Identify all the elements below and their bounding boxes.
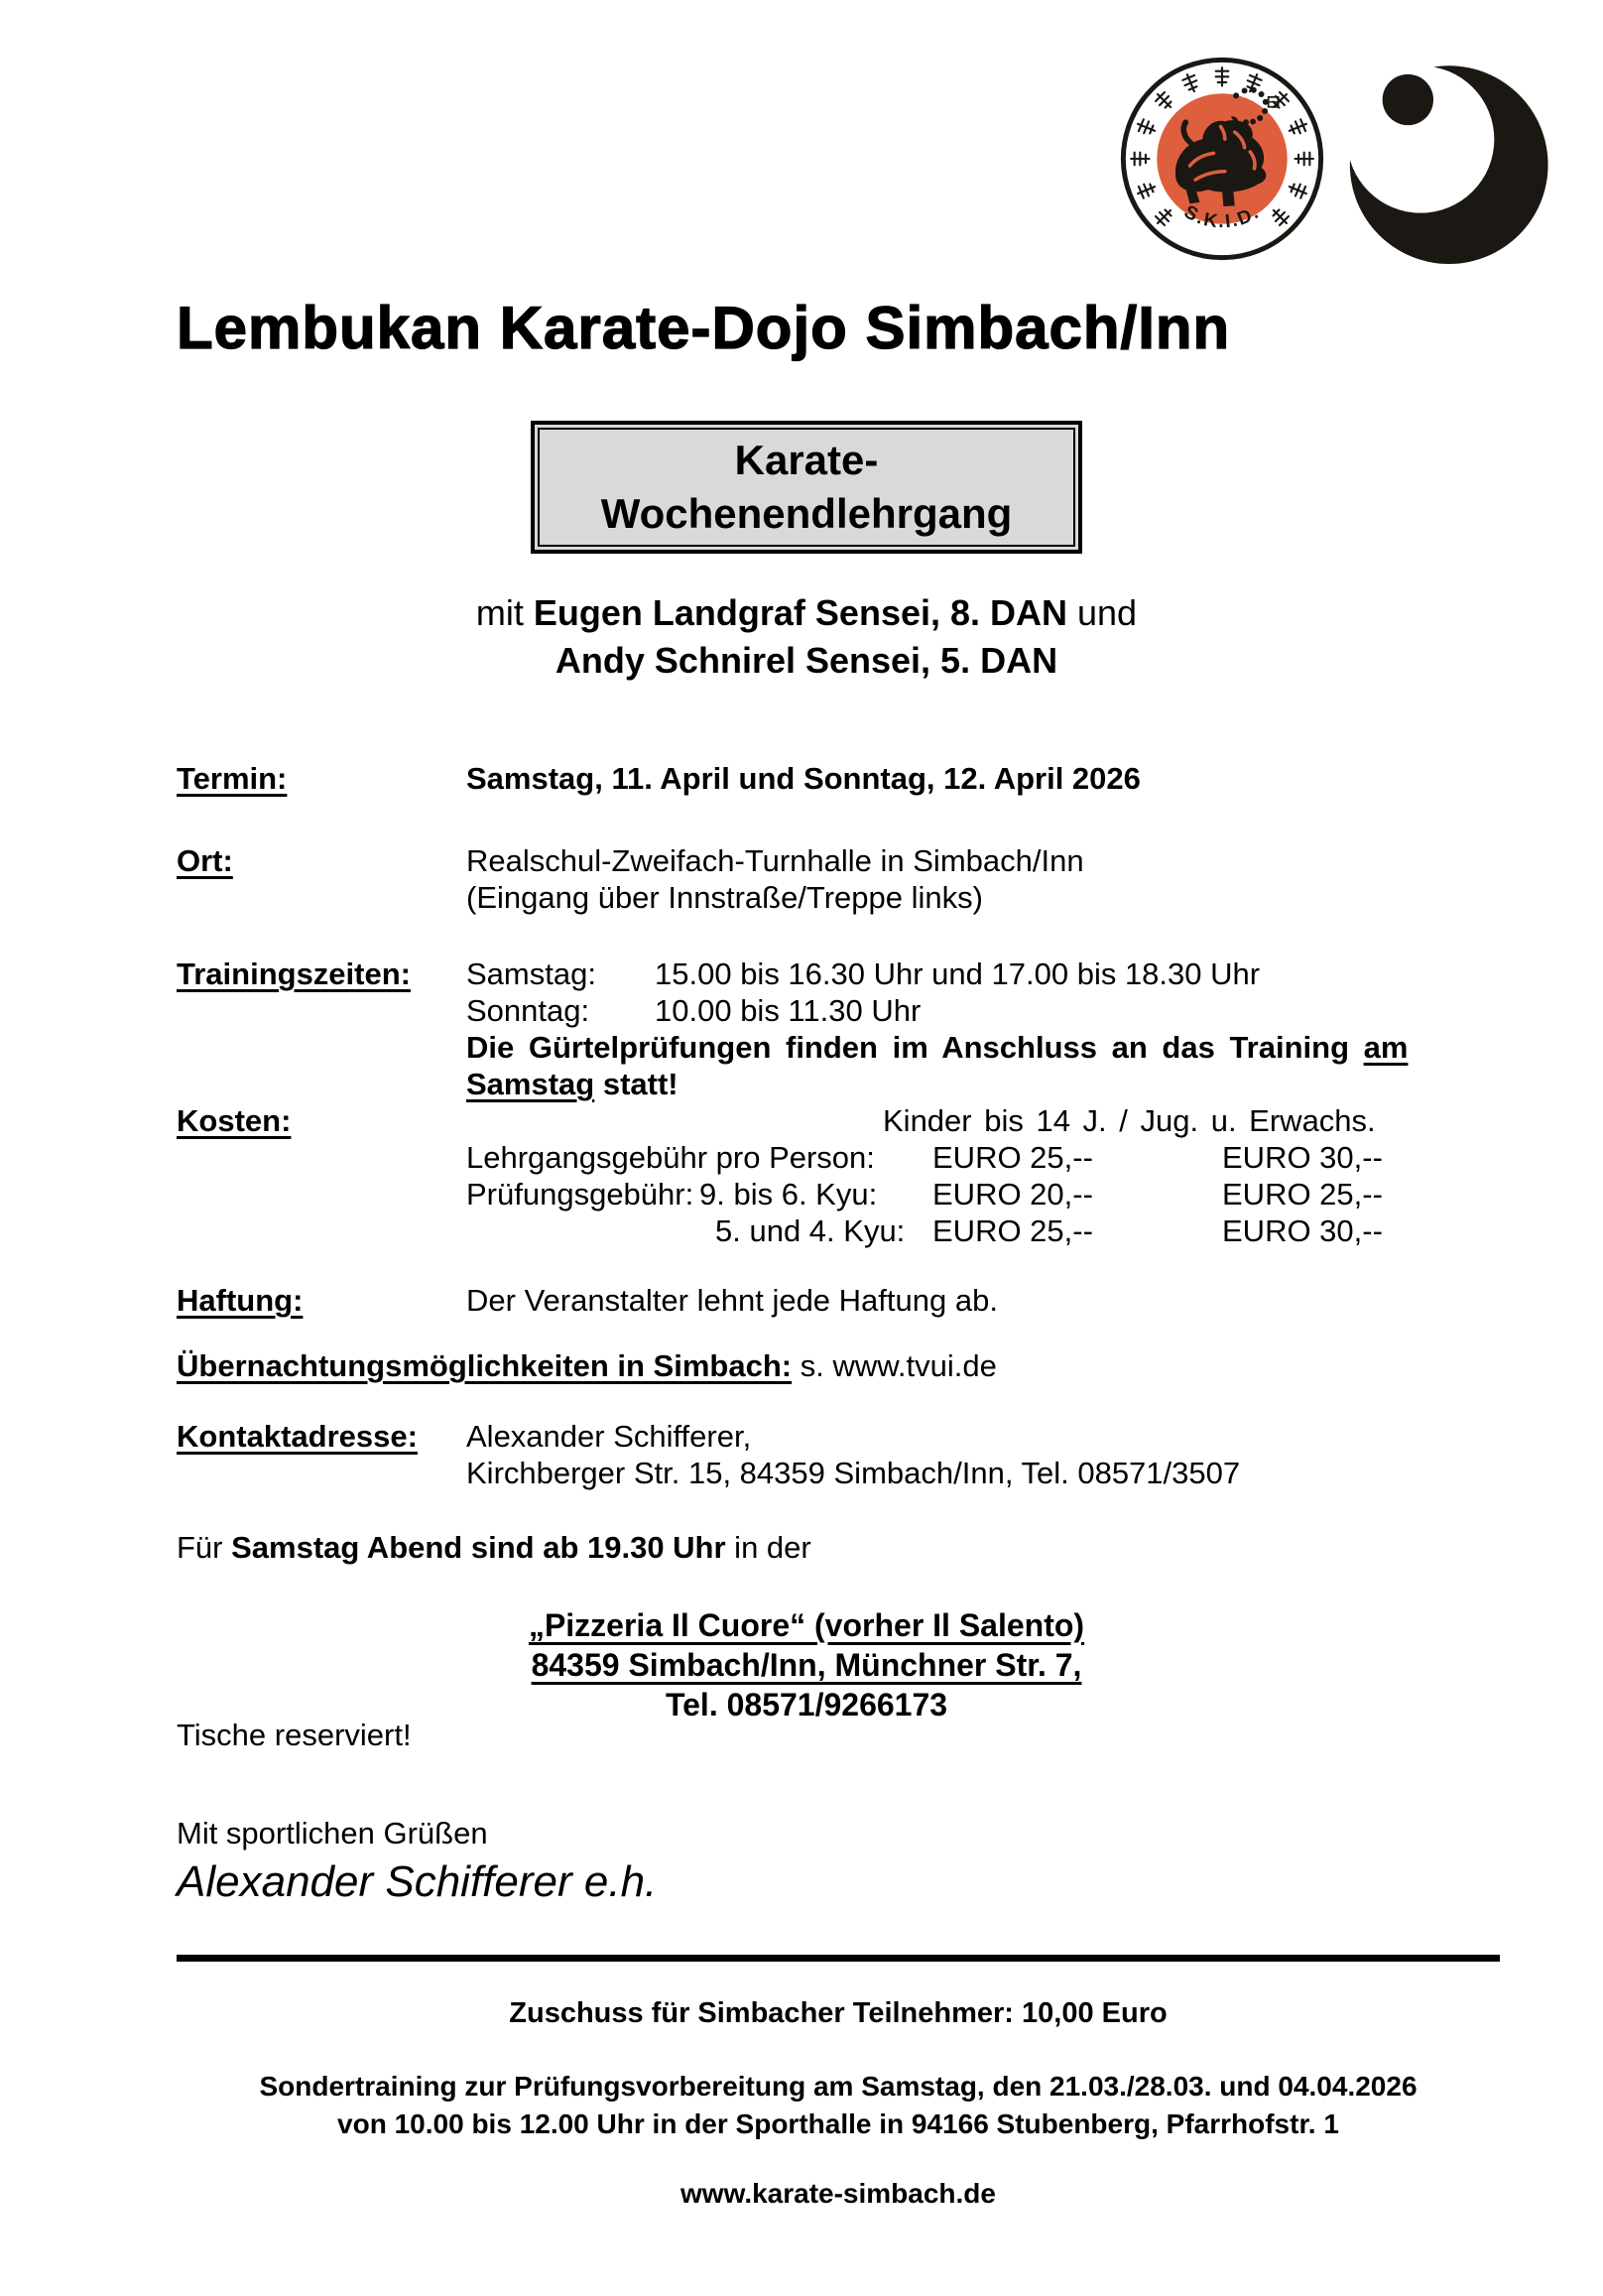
haftung-value: Der Veranstalter lehnt jede Haftung ab. — [466, 1283, 998, 1318]
uebernachtung-label: Übernachtungsmöglichkeiten in Simbach: — [177, 1348, 793, 1383]
instructors — [177, 589, 1436, 685]
instructor-name-1: Eugen Landgraf Sensei, 8. DAN — [533, 592, 1068, 633]
grading-note-underline-samstag: Samstag — [466, 1067, 595, 1101]
section-haftung — [177, 1282, 1500, 1319]
training-row-samstag — [466, 956, 1500, 992]
divider-rule — [177, 1955, 1500, 1962]
kosten-price-erwachsene: EURO 25,-- — [1222, 1177, 1383, 1212]
termin-label: Termin: — [177, 761, 288, 796]
trainingszeiten-label: Trainingszeiten: — [177, 957, 411, 991]
skid-ring-text: S.K.I.D. — [1180, 201, 1265, 233]
kosten-kyu: 9. bis 6. Kyu: — [699, 1177, 878, 1212]
uebernachtung-value: s. www.tvui.de — [800, 1348, 997, 1383]
section-kosten — [177, 1102, 1500, 1249]
grading-note-underline-am: am — [1363, 1030, 1409, 1065]
page-title: Lembukan Karate-Dojo Simbach/Inn — [177, 295, 1231, 361]
evening-bold: Samstag Abend sind ab 19.30 Uhr — [231, 1530, 726, 1565]
kosten-row — [466, 1139, 1500, 1176]
pizzeria-block — [177, 1605, 1436, 1724]
section-uebernachtung — [177, 1347, 1500, 1384]
kosten-price-kinder: EURO 20,-- — [932, 1177, 1093, 1212]
termin-value: Samstag, 11. April und Sonntag, 12. April 2026 — [466, 761, 1141, 796]
ort-line1: Realschul-Zweifach-Turnhalle in Simbach/Inn — [466, 843, 1084, 878]
section-termin — [177, 760, 1500, 797]
sondertraining-note — [177, 2068, 1500, 2143]
evening-prefix: Für — [177, 1530, 232, 1565]
kosten-label: Kosten: — [177, 1103, 292, 1138]
pizzeria-name: „Pizzeria Il Cuore“ (vorher Il Salento) — [528, 1607, 1085, 1643]
sondertraining-line2: von 10.00 bis 12.00 Uhr in der Sporthalle in 94166 Stubenberg, Pfarrhofstr. 1 — [337, 2108, 1339, 2139]
greeting: Mit sportlichen Grüßen — [177, 1816, 488, 1850]
evening-intro — [177, 1529, 1500, 1566]
zuschuss-note: Zuschuss für Simbacher Teilnehmer: 10,00 Euro — [509, 1997, 1168, 2029]
ort-label: Ort: — [177, 843, 233, 878]
banner-box — [531, 421, 1082, 554]
kosten-row — [466, 1212, 1500, 1249]
website: www.karate-simbach.de — [680, 2178, 996, 2209]
kosten-item: Lehrgangsgebühr pro Person: — [466, 1140, 875, 1175]
skid-badge-logo — [1117, 54, 1327, 264]
kosten-price-erwachsene: EURO 30,-- — [1222, 1213, 1383, 1248]
enso-crescent-logo — [1337, 52, 1549, 264]
signature: Alexander Schifferer e.h. — [177, 1857, 658, 1906]
section-trainingszeiten — [177, 956, 1500, 1102]
kosten-kyu: 5. und 4. Kyu: — [715, 1213, 906, 1248]
training-day: Sonntag: — [466, 993, 590, 1028]
enso-crescent-icon — [1337, 52, 1549, 264]
ort-line2: (Eingang über Innstraße/Treppe links) — [466, 880, 983, 915]
grading-note — [466, 1029, 1500, 1102]
grading-note-text: Die Gürtelprüfungen finden im Anschluss an das Training — [466, 1030, 1364, 1065]
kosten-column-header: Kinder bis 14 J. / Jug. u. Erwachs. — [883, 1103, 1376, 1138]
kosten-price-erwachsene: EURO 30,-- — [1222, 1140, 1383, 1175]
sondertraining-line1: Sondertraining zur Prüfungsvorbereitung am Samstag, den 21.03./28.03. und 04.04.2026 — [259, 2071, 1418, 2102]
banner-line1: Karate- — [734, 437, 879, 483]
kontaktadresse-label: Kontaktadresse: — [177, 1419, 418, 1454]
pizzeria-telefon: Tel. 08571/9266173 — [665, 1687, 948, 1722]
grading-note-rest: statt! — [594, 1067, 678, 1101]
kosten-price-kinder: EURO 25,-- — [932, 1213, 1093, 1248]
kontakt-name: Alexander Schifferer, — [466, 1419, 752, 1454]
instructor-name-2: Andy Schnirel Sensei, 5. DAN — [555, 640, 1058, 681]
evening-suffix: in der — [725, 1530, 811, 1565]
training-day: Samstag: — [466, 957, 596, 991]
kosten-price-kinder: EURO 25,-- — [932, 1140, 1093, 1175]
banner-wrapper — [177, 421, 1436, 554]
tische-note: Tische reserviert! — [177, 1718, 412, 1752]
training-time: 10.00 bis 11.30 Uhr — [655, 993, 922, 1028]
training-row-sonntag — [466, 992, 1500, 1029]
kosten-row — [466, 1176, 1500, 1212]
kontakt-adresse: Kirchberger Str. 15, 84359 Simbach/Inn, Tel. 08571/3507 — [466, 1456, 1241, 1490]
banner-line2: Wochenendlehrgang — [600, 490, 1013, 537]
training-time: 15.00 bis 16.30 Uhr und 17.00 bis 18.30 Uhr — [655, 957, 1261, 991]
kosten-item — [466, 1212, 699, 1249]
kosten-item: Prüfungsgebühr: — [466, 1177, 694, 1212]
intro-and: und — [1067, 592, 1138, 633]
section-kontaktadresse — [177, 1418, 1500, 1491]
intro-prefix: mit — [475, 592, 534, 633]
instructor-line1 — [177, 589, 1436, 637]
section-ort — [177, 842, 1500, 916]
haftung-label: Haftung: — [177, 1283, 304, 1318]
pizzeria-adresse: 84359 Simbach/Inn, Münchner Str. 7, — [531, 1647, 1082, 1683]
skid-badge-icon — [1117, 54, 1327, 264]
